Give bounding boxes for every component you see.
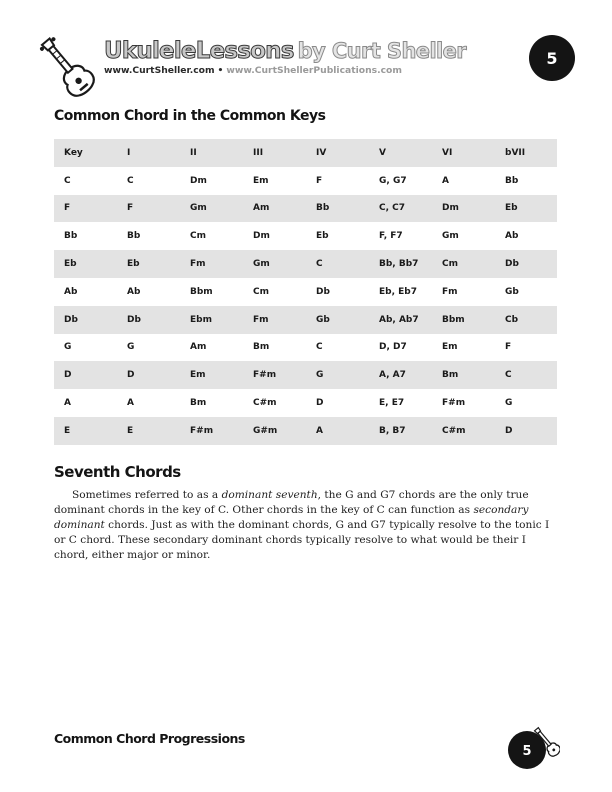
key-cell: Db [64,314,78,325]
chord-cell: D [127,370,135,381]
chord-cell: Bm [442,370,459,381]
chord-cell: Am [253,203,270,214]
chord-cell: Dm [442,203,459,214]
chord-cell: B, B7 [379,425,406,436]
table-row [54,361,557,389]
table-row [54,417,557,445]
chord-cell: Gm [253,259,270,270]
chord-cell: C [316,259,323,270]
chord-cell: Em [253,175,269,186]
column-header: V [379,147,386,158]
chord-cell: Dm [253,231,270,242]
chord-cell: Em [442,342,458,353]
chord-cell: Ab, Ab7 [379,314,419,325]
seventh-chords-paragraph: Sometimes referred to as a dominant seventh, the G and G7 chords are the only true dominant chords in the key of C. Other chords in the key of C can function as secondary dominant chords. Just as with the dominant chords, G and G7 typically resolve to the tonic I or C chord. These secondary dominant chords typically resolve to what would be their I chord, either major or minor. [54,489,550,561]
chord-cell: D [316,398,324,409]
key-cell: C [64,175,71,186]
chord-cell: C [127,175,134,186]
chord-cell: Fm [190,259,206,270]
footer-page-number: 5 [522,744,532,759]
website-links [104,65,402,76]
chord-cell: Eb [127,259,140,270]
chord-cell: E, E7 [379,398,405,409]
chord-cell: F, F7 [379,231,403,242]
chord-cell: A [127,398,134,409]
chord-cell: Dm [190,175,207,186]
chord-cell: Db [127,314,141,325]
key-cell: A [64,398,71,409]
chord-cell: Gm [190,203,207,214]
key-cell: Bb [64,231,78,242]
chord-cell: E [127,425,134,436]
footer-title: Common Chord Progressions [54,731,245,746]
chord-cell: Cm [442,259,458,270]
chord-cell: Fm [442,286,458,297]
table-row [54,167,557,195]
chord-cell: D [505,425,513,436]
chord-cell: F [505,342,512,353]
website-link-publications[interactable]: www.CurtShellerPublications.com [226,65,402,76]
footer-page-badge [508,725,560,771]
chord-cell: Bb [127,231,141,242]
ukulele-icon [34,34,100,100]
chord-cell: F#m [190,425,214,436]
chord-cell: Gb [505,286,519,297]
chord-cell: Ab [505,231,519,242]
table-row [54,334,557,362]
chord-cell: C#m [253,398,277,409]
column-header: III [253,147,264,158]
column-header: Key [64,147,83,158]
chord-cell: F#m [442,398,466,409]
chord-cell: G [316,370,324,381]
column-header: bVII [505,147,526,158]
chord-cell: G, G7 [379,175,407,186]
column-header: VI [442,147,453,158]
chord-cell: Eb [316,231,329,242]
column-header: IV [316,147,327,158]
key-cell: Eb [64,259,77,270]
chord-cell: Bb, Bb7 [379,259,419,270]
chord-cell: Db [316,286,330,297]
chord-cell: G#m [253,425,278,436]
secondary-dominant-term: secondary dominant [54,504,529,531]
page-number-badge: 5 [529,35,575,81]
url-separator: • [217,65,224,76]
chord-cell: C, C7 [379,203,406,214]
column-header: I [127,147,131,158]
chord-cell: Cb [505,314,519,325]
chord-cell: D, D7 [379,342,407,353]
chord-cell: Bb [505,175,519,186]
chord-cell: F [316,175,323,186]
chord-cell: Ab [127,286,141,297]
chord-cell: Bb [316,203,330,214]
table-row [54,195,557,223]
seventh-chords-title: Seventh Chords [54,463,181,481]
chord-cell: Bm [253,342,270,353]
chord-cell: Bbm [190,286,213,297]
table-row [54,250,557,278]
chord-cell: F [127,203,134,214]
chord-cell: Bm [190,398,207,409]
chord-cell: Cm [190,231,206,242]
chord-cell: Am [190,342,207,353]
chord-cell: A [442,175,449,186]
chord-cell: A [316,425,323,436]
chord-cell: Bbm [442,314,465,325]
chord-cell: C [316,342,323,353]
chord-cell: F#m [253,370,277,381]
brand-title [104,38,466,64]
chord-cell: Cm [253,286,269,297]
table-row [54,306,557,334]
chord-cell: Gb [316,314,330,325]
chord-cell: C#m [442,425,466,436]
chord-cell: Ebm [190,314,212,325]
key-cell: G [64,342,72,353]
chord-cell: Fm [253,314,269,325]
dominant-seventh-term: dominant seventh [221,489,318,501]
chord-cell: Db [505,259,519,270]
chord-cell: C [505,370,512,381]
key-cell: D [64,370,72,381]
key-cell: Ab [64,286,78,297]
chord-cell: Eb, Eb7 [379,286,417,297]
column-header: II [190,147,197,158]
common-keys-title: Common Chord in the Common Keys [54,108,326,124]
chord-cell: Gm [442,231,459,242]
page-header [0,0,612,100]
table-row [54,222,557,250]
brand-ukulele-lessons: UkuleleLessons [104,38,294,64]
chord-cell: A, A7 [379,370,406,381]
chord-cell: Eb [505,203,518,214]
chord-cell: G [127,342,135,353]
chord-cell: G [505,398,513,409]
chord-cell: Em [190,370,206,381]
table-row [54,278,557,306]
brand-by-author: by Curt Sheller [297,39,467,63]
table-header-row [54,139,557,167]
table-row [54,389,557,417]
key-cell: E [64,425,71,436]
website-link-main[interactable]: www.CurtSheller.com [104,65,215,76]
chord-table [54,139,557,445]
key-cell: F [64,203,71,214]
chord-table-body [54,167,557,445]
